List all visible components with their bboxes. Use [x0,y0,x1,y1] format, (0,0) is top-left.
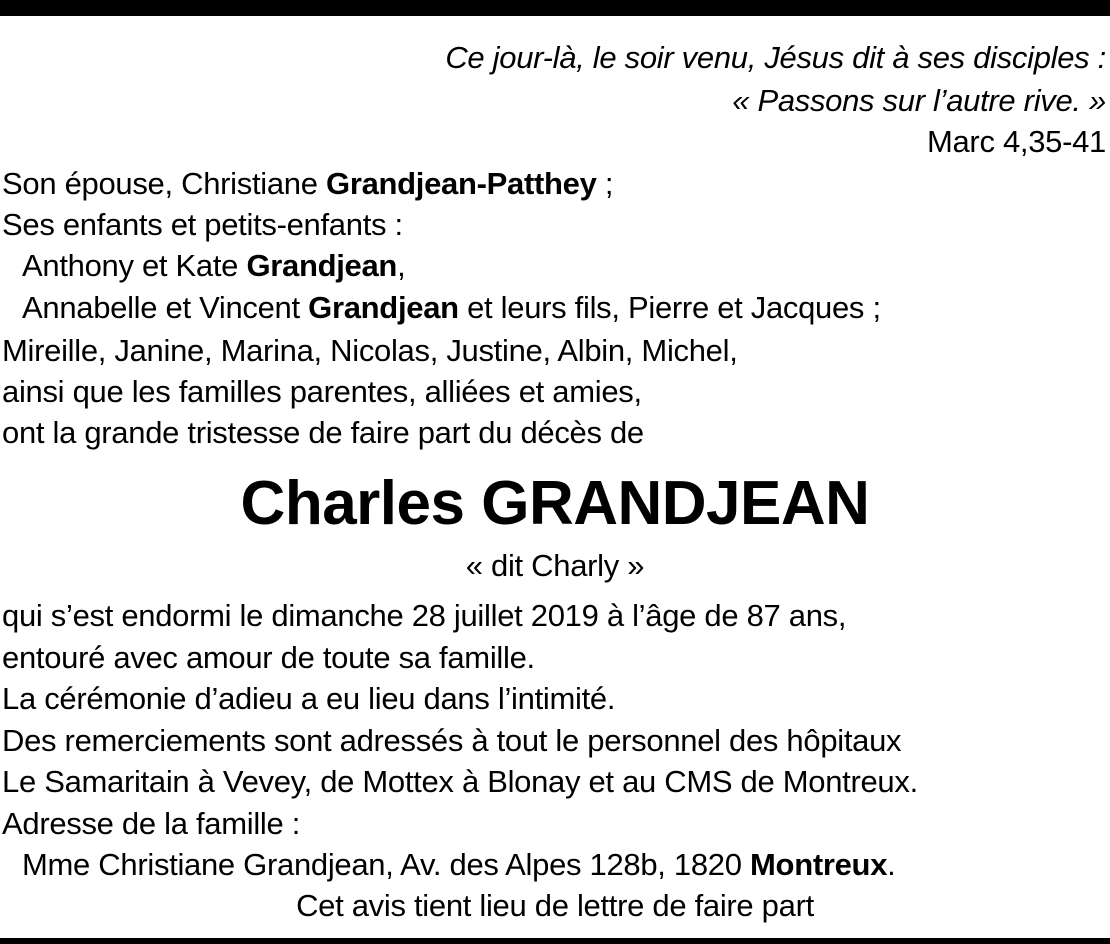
epigraph-line-1: Ce jour-là, le soir venu, Jésus dit à ses disciples : [445,40,1106,75]
address-city: Montreux [750,847,888,882]
details-line-3: La cérémonie d’adieu a eu lieu dans l’intimité. [2,681,616,716]
child1-suffix: , [397,248,406,283]
spouse-name: Grandjean-Patthey [326,166,597,201]
spouse-suffix: ; [596,166,614,201]
details-line-1: qui s’est endormi le dimanche 28 juillet 2019 à l’âge de 87 ans, [2,598,847,633]
address-label: Adresse de la famille : [2,806,301,841]
child1-prefix: Anthony et Kate [22,248,239,283]
spouse-prefix: Son épouse, Christiane [2,166,318,201]
address-prefix: Mme Christiane Grandjean, Av. des Alpes 128b, 1820 [22,847,742,882]
spouse-line [2,166,613,202]
address-suffix: . [887,847,896,882]
children-intro: Ses enfants et petits-enfants : [2,207,403,242]
top-border [0,0,1110,16]
child-line-2 [22,290,881,326]
deceased-nickname: « dit Charly » [465,548,645,583]
announcement-line: ont la grande tristesse de faire part du décès de [2,415,644,450]
closing-line: Cet avis tient lieu de lettre de faire part [296,888,814,923]
details-line-4: Des remerciements sont adressés à tout le personnel des hôpitaux [2,723,902,758]
epigraph-reference: Marc 4,35-41 [926,124,1106,159]
relatives-line: ainsi que les familles parentes, alliées et amies, [2,374,642,409]
child1-name: Grandjean [246,248,398,283]
details-line-2: entouré avec amour de toute sa famille. [2,640,535,675]
address-line [22,847,895,883]
child2-prefix: Annabelle et Vincent [22,290,300,325]
others-line: Mireille, Janine, Marina, Nicolas, Justine, Albin, Michel, [2,333,738,368]
deceased-name: Charles GRANDJEAN [240,469,870,538]
bottom-border [0,938,1110,944]
child-line-1 [22,248,405,284]
details-line-5: Le Samaritain à Vevey, de Mottex à Blonay et au CMS de Montreux. [2,764,918,799]
epigraph-line-2: « Passons sur l’autre rive. » [732,83,1106,118]
child2-suffix: et leurs fils, Pierre et Jacques ; [467,290,881,325]
child2-name: Grandjean [308,290,459,325]
